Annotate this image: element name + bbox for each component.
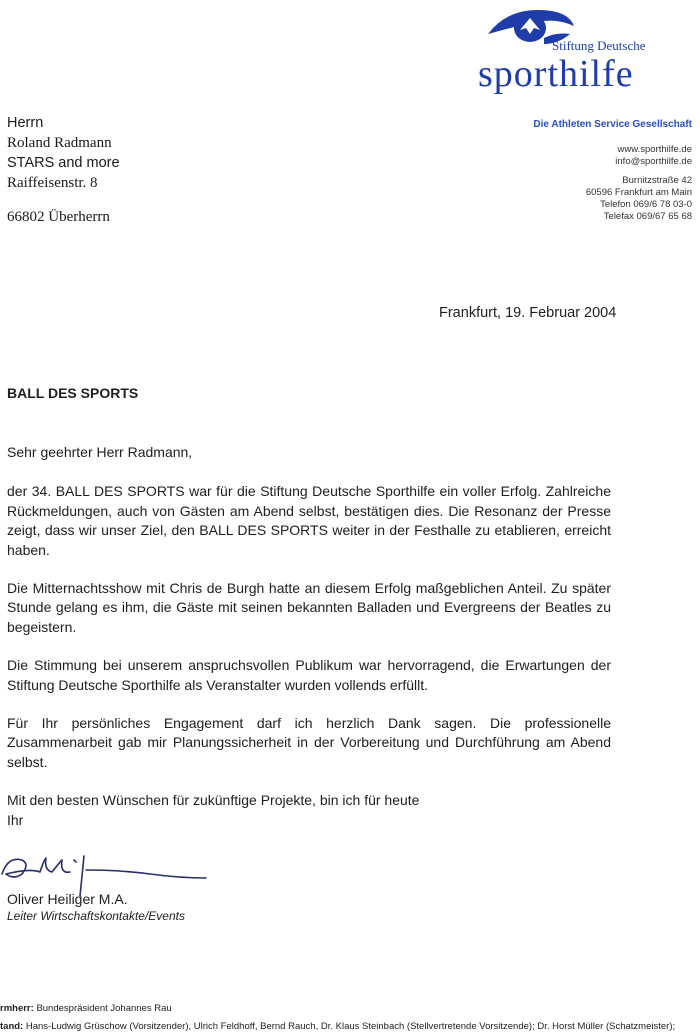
footer-board-line bbox=[0, 1018, 675, 1033]
recipient-salutation: Herrn bbox=[7, 115, 44, 131]
contact-block bbox=[586, 144, 692, 224]
footer-patron: Bundespräsident Johannes Rau bbox=[36, 1003, 172, 1014]
contact-email[interactable]: info@sporthilfe.de bbox=[615, 156, 692, 168]
footer-board-label: tand: bbox=[0, 1021, 24, 1032]
closing-line-1: Mit den besten Wünschen für zukünftige Projekte, bin ich für heute bbox=[7, 792, 420, 809]
recipient-name: Roland Radmann bbox=[7, 135, 112, 151]
recipient-city: 66802 Überherrn bbox=[7, 209, 110, 225]
tagline: Die Athleten Service Gesellschaft bbox=[533, 119, 692, 130]
footer-board: Hans-Ludwig Grüschow (Vorsitzender), Ulrich Feldhoff, Bernd Rauch, Dr. Klaus Steinbach (Stellvertretende Vorsitzende); Dr. Horst Müller (Schatzmeister); bbox=[25, 1021, 676, 1032]
recipient-address bbox=[7, 113, 120, 227]
contact-web[interactable]: www.sporthilfe.de bbox=[617, 144, 692, 155]
signer-title: Leiter Wirtschaftskontakte/Events bbox=[7, 909, 185, 923]
footer-patron-line bbox=[0, 1000, 675, 1018]
contact-city: 60596 Frankfurt am Main bbox=[585, 186, 692, 198]
logo-large-text: sporthilfe bbox=[478, 53, 634, 95]
footer-patron-label: rmherr: bbox=[0, 1003, 34, 1014]
body-paragraph-1: der 34. BALL DES SPORTS war für die Stiftung Deutsche Sporthilfe ein voller Erfolg. Zahlreiche Rückmeldungen, auch von Gästen am Abend selbst, bestätigen dies. Die Resonanz der Presse zeigt, dass wir unser Ziel, den BALL DES SPORTS weiter in der Festhalle zu etablieren, erreicht haben. bbox=[7, 483, 611, 558]
recipient-company: STARS and more bbox=[7, 155, 120, 171]
letter-body bbox=[7, 443, 611, 830]
body-paragraph-2: Die Mitternachtsshow mit Chris de Burgh hatte an diesem Erfolg maßgeblichen Anteil. Zu später Stunde gelang es ihm, die Gäste mit seinen bekannten Balladen und Evergreens der Beatles zu begeistern. bbox=[7, 580, 611, 635]
body-salutation: Sehr geehrter Herr Radmann, bbox=[7, 444, 193, 460]
letter-subject: BALL DES SPORTS bbox=[7, 385, 139, 401]
body-paragraph-3: Die Stimmung bei unserem anspruchsvollen Publikum war hervorragend, die Erwartungen der Stiftung Deutsche Sporthilfe als Veranstalter wurden vollends erfüllt. bbox=[7, 657, 611, 693]
logo-small-text: Stiftung Deutsche bbox=[552, 38, 646, 53]
signer-name: Oliver Heiliger M.A. bbox=[7, 891, 128, 907]
letter-date: Frankfurt, 19. Februar 2004 bbox=[439, 305, 617, 321]
contact-street: Burnitzstraße 42 bbox=[622, 174, 692, 186]
sporthilfe-logo bbox=[470, 4, 696, 100]
body-paragraph-4: Für Ihr persönliches Engagement darf ich herzlich Dank sagen. Die professionelle Zusammenarbeit gab mir Planungssicherheit in der Vorbereitung und Durchführung am Abend selbst. bbox=[7, 715, 611, 770]
letter-footer bbox=[0, 1000, 675, 1033]
closing-line-2: Ihr bbox=[7, 811, 24, 828]
contact-phone: Telefon 069/6 78 03-0 bbox=[600, 199, 692, 211]
recipient-street: Raiffeisenstr. 8 bbox=[7, 175, 98, 191]
contact-fax: Telefax 069/67 65 68 bbox=[603, 211, 692, 223]
